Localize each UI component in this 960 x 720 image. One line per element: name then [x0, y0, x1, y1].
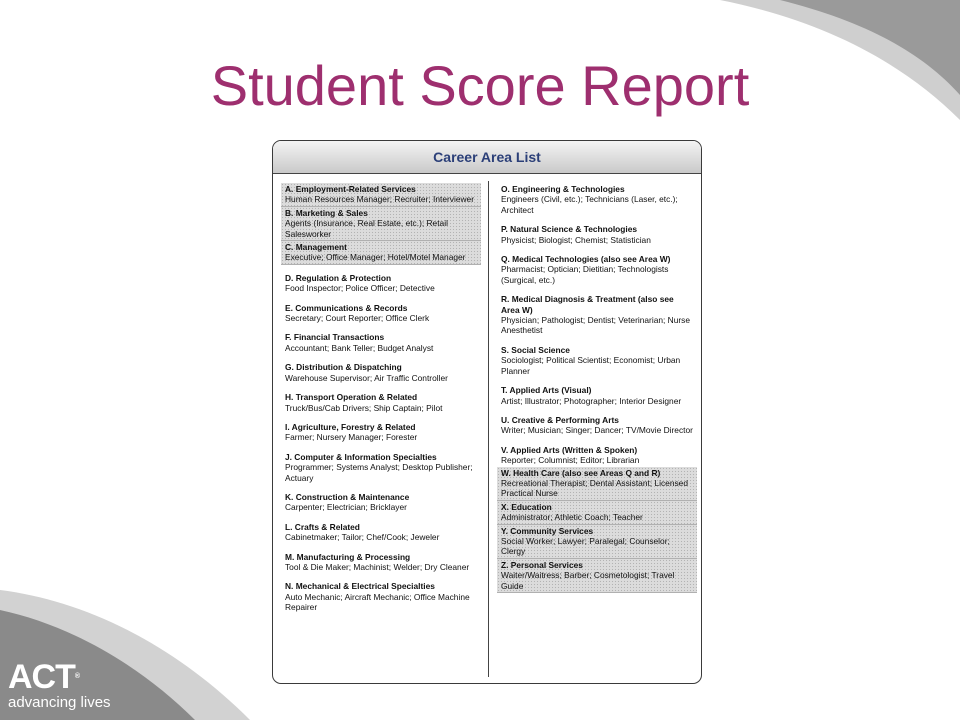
logo-mark: ACT: [8, 658, 75, 696]
career-area-name: L. Crafts & Related: [285, 521, 360, 532]
career-area-jobs: Recreational Therapist; Dental Assistant; Licensed Practical Nurse: [501, 477, 688, 499]
career-area-jobs: Physician; Pathologist; Dentist; Veterinarian; Nurse Anesthetist: [501, 315, 690, 336]
career-area-jobs: Pharmacist; Optician; Dietitian; Technologists (Surgical, etc.): [501, 264, 669, 285]
career-area-name: T. Applied Arts (Visual): [501, 385, 592, 396]
career-area-name: K. Construction & Maintenance: [285, 491, 410, 502]
career-area-name: E. Communications & Records: [285, 302, 408, 313]
logo-tagline: advancing lives: [8, 694, 111, 711]
career-area-jobs: Writer; Musician; Singer; Dancer; TV/Movie Director: [501, 425, 693, 436]
career-area-name: N. Mechanical & Electrical Specialties: [285, 581, 435, 592]
career-area-jobs: Social Worker; Lawyer; Paralegal; Counselor; Clergy: [501, 535, 670, 557]
career-area-item: [281, 183, 481, 207]
career-area-jobs: Human Resources Manager; Recruiter; Interviewer: [285, 194, 474, 205]
career-area-name: O. Engineering & Technologies: [501, 184, 625, 194]
career-area-name: P. Natural Science & Technologies: [501, 224, 638, 235]
career-area-jobs: Waiter/Waitress; Barber; Cosmetologist; Travel Guide: [501, 570, 675, 591]
act-logo: [8, 660, 128, 716]
career-area-item: [497, 444, 697, 467]
career-area-jobs: Auto Mechanic; Aircraft Mechanic; Office Machine Repairer: [285, 591, 470, 613]
career-area-item: [281, 361, 481, 384]
left-column: [281, 183, 481, 614]
career-area-name: C. Management: [285, 242, 347, 253]
career-area-name: B. Marketing & Sales: [285, 207, 368, 218]
career-area-item: [497, 183, 697, 216]
career-area-jobs: Reporter; Columnist; Editor; Librarian: [501, 455, 640, 466]
career-area-item: [281, 331, 481, 354]
career-area-item: [497, 384, 697, 407]
career-area-jobs: Farmer; Nursery Manager; Forester: [285, 432, 418, 443]
career-area-name: I. Agriculture, Forestry & Related: [285, 421, 416, 432]
career-area-name: H. Transport Operation & Related: [285, 392, 418, 403]
career-area-item: [281, 421, 481, 444]
career-area-jobs: Engineers (Civil, etc.); Technicians (Laser, etc.); Architect: [501, 194, 678, 215]
career-area-item: [281, 521, 481, 544]
career-area-item: [281, 551, 481, 574]
career-area-name: S. Social Science: [501, 344, 570, 355]
career-area-jobs: Secretary; Court Reporter; Office Clerk: [285, 313, 430, 324]
career-area-jobs: Tool & Die Maker; Machinist; Welder; Dry Cleaner: [285, 561, 470, 572]
career-area-name: V. Applied Arts (Written & Spoken): [501, 444, 638, 455]
career-area-item: [497, 223, 697, 246]
career-area-item: [281, 391, 481, 414]
career-area-jobs: Artist; Illustrator; Photographer; Interior Designer: [501, 395, 682, 406]
career-area-item: [497, 253, 697, 286]
slide-title: Student Score Report: [210, 54, 750, 117]
career-area-item: [281, 241, 481, 265]
career-area-jobs: Agents (Insurance, Real Estate, etc.); Retail Salesworker: [285, 218, 448, 239]
career-area-jobs: Warehouse Supervisor; Air Traffic Controller: [285, 372, 448, 383]
career-area-item: [497, 559, 697, 593]
right-column: [497, 183, 697, 593]
career-area-name: F. Financial Transactions: [285, 332, 385, 343]
career-area-name: W. Health Care (also see Areas Q and R): [501, 467, 661, 478]
career-area-item: [281, 451, 481, 484]
career-area-item: [281, 207, 481, 241]
career-area-item: [497, 293, 697, 337]
career-area-jobs: Administrator; Athletic Coach; Teacher: [501, 512, 643, 523]
career-area-item: [281, 491, 481, 514]
career-area-name: D. Regulation & Protection: [285, 272, 392, 283]
career-area-item: [497, 414, 697, 437]
career-area-jobs: Accountant; Bank Teller; Budget Analyst: [285, 342, 434, 353]
career-area-item: [281, 272, 481, 295]
registered-mark: ®: [74, 673, 80, 680]
career-area-jobs: Executive; Office Manager; Hotel/Motel Manager: [285, 252, 466, 263]
career-area-name: A. Employment-Related Services: [285, 184, 416, 194]
career-area-name: Q. Medical Technologies (also see Area W): [501, 254, 671, 265]
career-area-jobs: Truck/Bus/Cab Drivers; Ship Captain; Pilot: [285, 402, 443, 413]
card-header: Career Area List: [273, 141, 701, 174]
career-area-jobs: Food Inspector; Police Officer; Detective: [285, 283, 435, 294]
career-area-list-card: [272, 140, 702, 684]
career-area-item: [497, 344, 697, 377]
career-area-item: [281, 580, 481, 613]
career-area-jobs: Programmer; Systems Analyst; Desktop Publisher; Actuary: [285, 462, 473, 483]
career-area-name: R. Medical Diagnosis & Treatment (also see Area W): [501, 294, 674, 315]
career-area-item: [497, 525, 697, 559]
career-area-jobs: Sociologist; Political Scientist; Economist; Urban Planner: [501, 355, 681, 376]
career-area-name: X. Education: [501, 501, 552, 512]
career-area-name: U. Creative & Performing Arts: [501, 414, 619, 425]
career-area-jobs: Cabinetmaker; Tailor; Chef/Cook; Jeweler: [285, 532, 440, 543]
career-area-item: [497, 467, 697, 501]
career-area-item: [281, 302, 481, 325]
career-area-name: G. Distribution & Dispatching: [285, 362, 402, 373]
column-divider: [488, 181, 489, 677]
career-area-jobs: Physicist; Biologist; Chemist; Statistician: [501, 234, 651, 245]
career-area-name: Z. Personal Services: [501, 559, 583, 570]
career-area-jobs: Carpenter; Electrician; Bricklayer: [285, 502, 407, 513]
career-area-name: J. Computer & Information Specialties: [285, 451, 437, 462]
career-area-name: Y. Community Services: [501, 525, 594, 536]
career-area-item: [497, 501, 697, 525]
career-area-name: M. Manufacturing & Processing: [285, 551, 411, 562]
